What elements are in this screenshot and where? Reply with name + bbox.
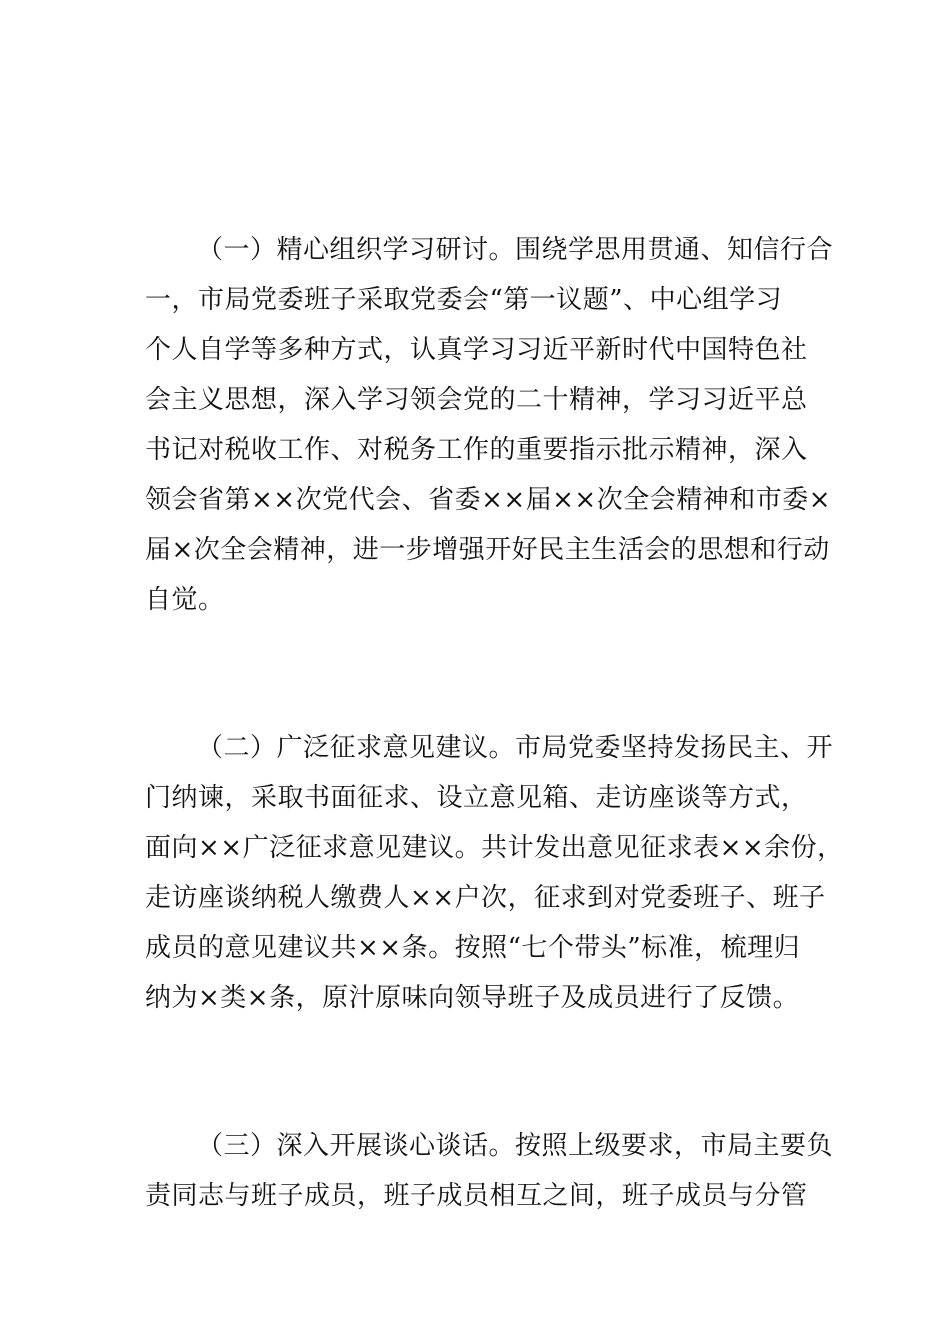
paragraph-line: 届×次全会精神，进一步增强开好民主生活会的思想和行动 (145, 535, 830, 565)
paragraph-line: 自觉。 (145, 585, 225, 615)
paragraph-line: 书记对税收工作、对税务工作的重要指示批示精神，深入 (145, 435, 808, 465)
paragraph-line: 责同志与班子成员，班子成员相互之间，班子成员与分管 (145, 1181, 808, 1211)
paragraph-line: 会主义思想，深入学习领会党的二十精神，学习习近平总 (145, 385, 808, 415)
paragraph-line: 门纳谏，采取书面征求、设立意见箱、走访座谈等方式， (145, 783, 808, 813)
paragraph-line: 面向××广泛征求意见建议。共计发出意见征求表××余份， (145, 833, 844, 863)
paragraph-line: （一）精心组织学习研讨。围绕学思用贯通、知信行合 (197, 235, 834, 265)
paragraph-line: （二）广泛征求意见建议。市局党委坚持发扬民主、开 (197, 733, 834, 763)
paragraph-line: （三）深入开展谈心谈话。按照上级要求，市局主要负 (197, 1131, 834, 1161)
paragraph-line: 纳为×类×条，原汁原味向领导班子及成员进行了反馈。 (145, 983, 800, 1013)
paragraph-line: 领会省第××次党代会、省委××届××次全会精神和市委× (145, 485, 831, 515)
paragraph-line: 个人自学等多种方式，认真学习习近平新时代中国特色社 (145, 335, 808, 365)
paragraph-line: 成员的意见建议共××条。按照“七个带头”标准，梳理归 (145, 933, 801, 963)
paragraph-line: 一，市局党委班子采取党委会“第一议题”、中心组学习 (145, 285, 783, 315)
paragraph-line: 走访座谈纳税人缴费人××户次，征求到对党委班子、班子 (145, 883, 826, 913)
